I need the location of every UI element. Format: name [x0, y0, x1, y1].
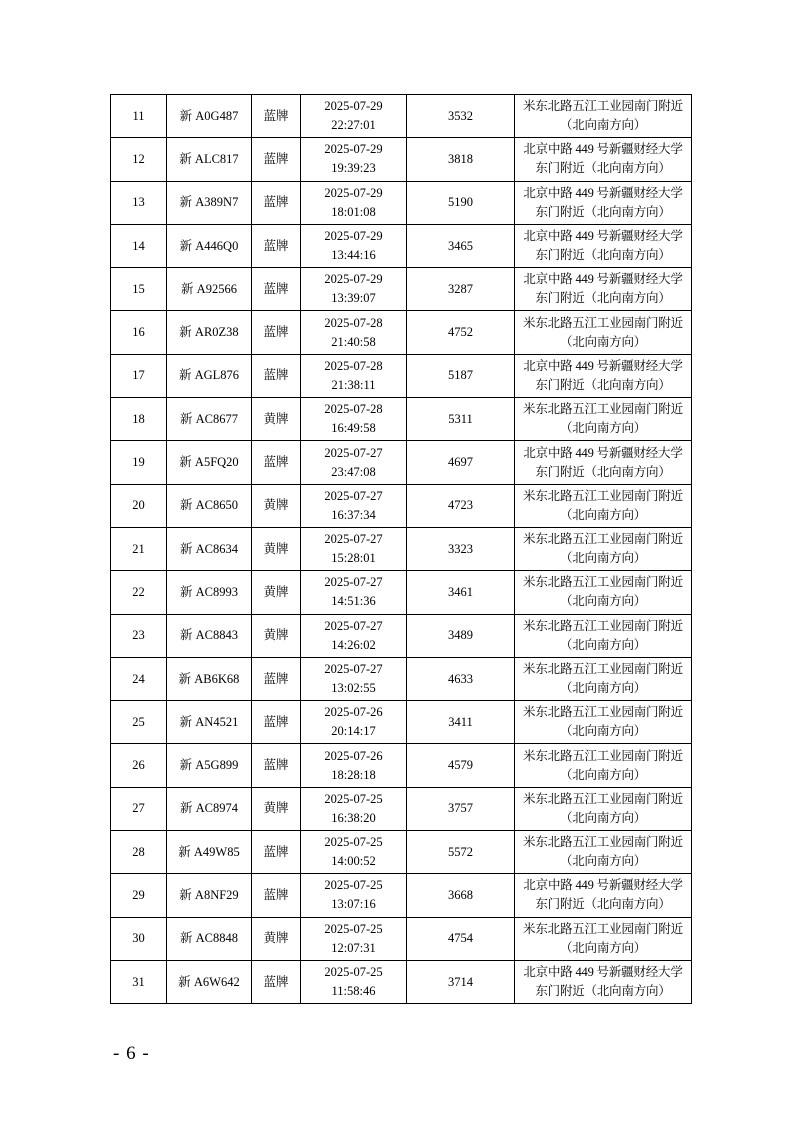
row-number-cell: 16 — [111, 311, 167, 354]
location-cell — [515, 744, 692, 787]
capture-time-cell — [301, 95, 407, 138]
capture-clock: 18:28:18 — [331, 767, 376, 782]
plate-number-cell: 新 A49W85 — [167, 831, 252, 874]
capture-time-cell — [301, 484, 407, 527]
plate-number-cell: 新 AC8848 — [167, 917, 252, 960]
capture-time-cell — [301, 614, 407, 657]
location-cell — [515, 614, 692, 657]
row-number-cell: 18 — [111, 398, 167, 441]
table-row — [111, 484, 692, 527]
value-cell: 4697 — [407, 441, 515, 484]
location-line-2: 东门附近（北向南方向） — [535, 464, 671, 479]
plate-number-cell: 新 AGL876 — [167, 354, 252, 397]
capture-date: 2025-07-25 — [324, 921, 383, 936]
table-row — [111, 571, 692, 614]
location-line-1: 米东北路五江工业园南门附近 — [523, 99, 683, 114]
capture-clock: 21:38:11 — [331, 377, 376, 392]
capture-time-cell — [301, 181, 407, 224]
location-cell — [515, 701, 692, 744]
capture-clock: 16:49:58 — [331, 421, 376, 436]
location-cell — [515, 398, 692, 441]
location-cell — [515, 181, 692, 224]
table-row — [111, 311, 692, 354]
location-line-2: （北向南方向） — [559, 334, 647, 349]
row-number-cell: 25 — [111, 701, 167, 744]
capture-date: 2025-07-29 — [324, 185, 383, 200]
plate-number-cell: 新 AN4521 — [167, 701, 252, 744]
table-row — [111, 138, 692, 181]
value-cell: 5572 — [407, 831, 515, 874]
location-cell — [515, 874, 692, 917]
capture-clock: 18:01:08 — [331, 204, 376, 219]
capture-time-cell — [301, 527, 407, 570]
row-number-cell: 31 — [111, 960, 167, 1003]
table-row — [111, 874, 692, 917]
row-number-cell: 30 — [111, 917, 167, 960]
capture-time-cell — [301, 441, 407, 484]
row-number-cell: 15 — [111, 268, 167, 311]
table-row — [111, 744, 692, 787]
plate-color-cell: 蓝牌 — [252, 95, 301, 138]
capture-date: 2025-07-26 — [324, 748, 383, 763]
value-cell: 4723 — [407, 484, 515, 527]
capture-time-cell — [301, 571, 407, 614]
row-number-cell: 11 — [111, 95, 167, 138]
capture-clock: 13:39:07 — [331, 291, 376, 306]
location-line-2: 东门附近（北向南方向） — [535, 984, 671, 999]
row-number-cell: 22 — [111, 571, 167, 614]
value-cell: 5190 — [407, 181, 515, 224]
capture-date: 2025-07-25 — [324, 965, 383, 980]
plate-color-cell: 蓝牌 — [252, 138, 301, 181]
location-cell — [515, 224, 692, 267]
capture-clock: 14:26:02 — [331, 637, 376, 652]
capture-clock: 16:38:20 — [331, 810, 376, 825]
plate-color-cell: 黄牌 — [252, 484, 301, 527]
records-table — [110, 94, 692, 1004]
location-line-1: 北京中路 449 号新疆财经大学 — [523, 358, 683, 373]
capture-date: 2025-07-27 — [324, 532, 383, 547]
capture-clock: 19:39:23 — [331, 161, 376, 176]
table-row — [111, 268, 692, 311]
row-number-cell: 26 — [111, 744, 167, 787]
location-cell — [515, 571, 692, 614]
capture-time-cell — [301, 138, 407, 181]
capture-time-cell — [301, 874, 407, 917]
location-cell — [515, 311, 692, 354]
plate-number-cell: 新 AC8843 — [167, 614, 252, 657]
capture-time-cell — [301, 268, 407, 311]
location-line-1: 北京中路 449 号新疆财经大学 — [523, 142, 683, 157]
plate-color-cell: 蓝牌 — [252, 874, 301, 917]
table-row — [111, 787, 692, 830]
plate-color-cell: 蓝牌 — [252, 831, 301, 874]
location-cell — [515, 831, 692, 874]
location-line-2: （北向南方向） — [559, 724, 647, 739]
location-line-2: 东门附近（北向南方向） — [535, 204, 671, 219]
capture-time-cell — [301, 657, 407, 700]
capture-time-cell — [301, 787, 407, 830]
capture-date: 2025-07-27 — [324, 662, 383, 676]
location-line-2: （北向南方向） — [559, 681, 647, 695]
row-number-cell: 17 — [111, 354, 167, 397]
location-cell — [515, 484, 692, 527]
location-line-1: 米东北路五江工业园南门附近 — [523, 791, 683, 806]
plate-color-cell: 黄牌 — [252, 571, 301, 614]
plate-color-cell: 蓝牌 — [252, 181, 301, 224]
row-number-cell: 24 — [111, 657, 167, 700]
capture-date: 2025-07-27 — [324, 575, 383, 590]
value-cell: 3323 — [407, 527, 515, 570]
row-number-cell: 13 — [111, 181, 167, 224]
table-row — [111, 527, 692, 570]
table-row — [111, 95, 692, 138]
plate-color-cell: 蓝牌 — [252, 657, 301, 700]
value-cell: 3461 — [407, 571, 515, 614]
capture-clock: 13:02:55 — [331, 681, 376, 695]
capture-date: 2025-07-28 — [324, 358, 383, 373]
row-number-cell: 27 — [111, 787, 167, 830]
value-cell: 3532 — [407, 95, 515, 138]
capture-date: 2025-07-29 — [324, 229, 383, 244]
table-row — [111, 701, 692, 744]
location-line-2: （北向南方向） — [559, 118, 647, 133]
row-number-cell: 19 — [111, 441, 167, 484]
value-cell: 3818 — [407, 138, 515, 181]
capture-clock: 12:07:31 — [331, 940, 376, 955]
plate-number-cell: 新 A6W642 — [167, 960, 252, 1003]
value-cell: 4752 — [407, 311, 515, 354]
capture-time-cell — [301, 744, 407, 787]
capture-time-cell — [301, 701, 407, 744]
row-number-cell: 20 — [111, 484, 167, 527]
capture-clock: 16:37:34 — [331, 507, 376, 522]
capture-date: 2025-07-29 — [324, 272, 383, 287]
capture-clock: 23:47:08 — [331, 464, 376, 479]
capture-date: 2025-07-26 — [324, 705, 383, 720]
plate-number-cell: 新 A5FQ20 — [167, 441, 252, 484]
location-line-2: 东门附近（北向南方向） — [535, 248, 671, 263]
value-cell: 4754 — [407, 917, 515, 960]
location-line-1: 米东北路五江工业园南门附近 — [523, 835, 683, 850]
records-table-body — [111, 95, 692, 1004]
location-cell — [515, 95, 692, 138]
capture-date: 2025-07-29 — [324, 142, 383, 157]
row-number-cell: 29 — [111, 874, 167, 917]
location-line-1: 北京中路 449 号新疆财经大学 — [523, 965, 683, 980]
location-line-1: 北京中路 449 号新疆财经大学 — [523, 185, 683, 200]
capture-clock: 14:51:36 — [331, 594, 376, 609]
location-cell — [515, 441, 692, 484]
table-row — [111, 917, 692, 960]
location-line-2: 东门附近（北向南方向） — [535, 377, 671, 392]
row-number-cell: 28 — [111, 831, 167, 874]
plate-color-cell: 蓝牌 — [252, 311, 301, 354]
plate-color-cell: 蓝牌 — [252, 354, 301, 397]
plate-color-cell: 黄牌 — [252, 527, 301, 570]
plate-color-cell: 蓝牌 — [252, 224, 301, 267]
location-line-1: 北京中路 449 号新疆财经大学 — [523, 878, 683, 893]
plate-number-cell: 新 A446Q0 — [167, 224, 252, 267]
table-row — [111, 441, 692, 484]
location-line-2: （北向南方向） — [559, 551, 647, 566]
location-cell — [515, 138, 692, 181]
row-number-cell: 14 — [111, 224, 167, 267]
plate-number-cell: 新 A389N7 — [167, 181, 252, 224]
plate-color-cell: 蓝牌 — [252, 744, 301, 787]
location-line-2: （北向南方向） — [559, 767, 647, 782]
location-line-1: 米东北路五江工业园南门附近 — [523, 488, 683, 503]
location-line-1: 米东北路五江工业园南门附近 — [523, 618, 683, 633]
capture-date: 2025-07-29 — [324, 99, 383, 114]
capture-date: 2025-07-25 — [324, 791, 383, 806]
table-row — [111, 831, 692, 874]
location-cell — [515, 960, 692, 1003]
table-row — [111, 657, 692, 700]
location-line-2: （北向南方向） — [559, 940, 647, 955]
location-line-2: （北向南方向） — [559, 507, 647, 522]
location-line-2: 东门附近（北向南方向） — [535, 161, 671, 176]
plate-color-cell: 蓝牌 — [252, 960, 301, 1003]
capture-clock: 21:40:58 — [331, 334, 376, 349]
value-cell: 4633 — [407, 657, 515, 700]
location-cell — [515, 268, 692, 311]
table-row — [111, 181, 692, 224]
location-line-1: 米东北路五江工业园南门附近 — [523, 705, 683, 720]
table-row — [111, 960, 692, 1003]
value-cell: 5311 — [407, 398, 515, 441]
capture-clock: 11:58:46 — [331, 984, 376, 999]
capture-time-cell — [301, 354, 407, 397]
capture-clock: 22:27:01 — [331, 118, 376, 133]
plate-number-cell: 新 AC8993 — [167, 571, 252, 614]
plate-color-cell: 蓝牌 — [252, 701, 301, 744]
capture-clock: 15:28:01 — [331, 551, 376, 566]
capture-clock: 20:14:17 — [331, 724, 376, 739]
capture-time-cell — [301, 831, 407, 874]
page-number: - 6 - — [113, 1043, 150, 1064]
location-line-1: 北京中路 449 号新疆财经大学 — [523, 229, 683, 244]
location-cell — [515, 354, 692, 397]
location-line-2: 东门附近（北向南方向） — [535, 897, 671, 912]
capture-time-cell — [301, 917, 407, 960]
plate-number-cell: 新 A0G487 — [167, 95, 252, 138]
value-cell: 3465 — [407, 224, 515, 267]
capture-date: 2025-07-27 — [324, 445, 383, 460]
location-line-1: 米东北路五江工业园南门附近 — [523, 315, 683, 330]
plate-number-cell: 新 A8NF29 — [167, 874, 252, 917]
plate-color-cell: 黄牌 — [252, 614, 301, 657]
row-number-cell: 23 — [111, 614, 167, 657]
plate-number-cell: 新 AB6K68 — [167, 657, 252, 700]
capture-date: 2025-07-25 — [324, 878, 383, 893]
plate-color-cell: 黄牌 — [252, 917, 301, 960]
value-cell: 4579 — [407, 744, 515, 787]
location-cell — [515, 787, 692, 830]
location-line-1: 米东北路五江工业园南门附近 — [523, 575, 683, 590]
table-row — [111, 354, 692, 397]
value-cell: 3411 — [407, 701, 515, 744]
capture-date: 2025-07-28 — [324, 315, 383, 330]
capture-date: 2025-07-27 — [324, 488, 383, 503]
table-row — [111, 614, 692, 657]
location-line-2: （北向南方向） — [559, 854, 647, 869]
capture-time-cell — [301, 224, 407, 267]
plate-number-cell: 新 A92566 — [167, 268, 252, 311]
capture-clock: 13:07:16 — [331, 897, 376, 912]
table-row — [111, 398, 692, 441]
location-line-1: 米东北路五江工业园南门附近 — [523, 748, 683, 763]
plate-number-cell: 新 AR0Z38 — [167, 311, 252, 354]
location-line-1: 北京中路 449 号新疆财经大学 — [523, 272, 683, 287]
plate-number-cell: 新 AC8650 — [167, 484, 252, 527]
capture-time-cell — [301, 398, 407, 441]
value-cell: 3714 — [407, 960, 515, 1003]
location-line-2: （北向南方向） — [559, 637, 647, 652]
location-cell — [515, 527, 692, 570]
capture-time-cell — [301, 960, 407, 1003]
value-cell: 3287 — [407, 268, 515, 311]
location-line-2: 东门附近（北向南方向） — [535, 291, 671, 306]
plate-color-cell: 黄牌 — [252, 398, 301, 441]
capture-date: 2025-07-27 — [324, 618, 383, 633]
capture-clock: 13:44:16 — [331, 248, 376, 263]
value-cell: 3668 — [407, 874, 515, 917]
plate-color-cell: 蓝牌 — [252, 441, 301, 484]
capture-clock: 14:00:52 — [331, 854, 376, 869]
plate-number-cell: 新 A5G899 — [167, 744, 252, 787]
plate-number-cell: 新 AC8677 — [167, 398, 252, 441]
capture-date: 2025-07-25 — [324, 835, 383, 850]
value-cell: 3489 — [407, 614, 515, 657]
location-line-2: （北向南方向） — [559, 810, 647, 825]
location-line-2: （北向南方向） — [559, 421, 647, 436]
table-row — [111, 224, 692, 267]
location-line-1: 米东北路五江工业园南门附近 — [523, 402, 683, 417]
location-line-2: （北向南方向） — [559, 594, 647, 609]
capture-time-cell — [301, 311, 407, 354]
plate-number-cell: 新 ALC817 — [167, 138, 252, 181]
location-cell — [515, 657, 692, 700]
plate-color-cell: 黄牌 — [252, 787, 301, 830]
location-line-1: 米东北路五江工业园南门附近 — [523, 532, 683, 547]
location-cell — [515, 917, 692, 960]
capture-date: 2025-07-28 — [324, 402, 383, 417]
value-cell: 3757 — [407, 787, 515, 830]
row-number-cell: 12 — [111, 138, 167, 181]
location-line-1: 米东北路五江工业园南门附近 — [523, 662, 683, 676]
location-line-1: 米东北路五江工业园南门附近 — [523, 921, 683, 936]
plate-number-cell: 新 AC8974 — [167, 787, 252, 830]
plate-number-cell: 新 AC8634 — [167, 527, 252, 570]
plate-color-cell: 蓝牌 — [252, 268, 301, 311]
row-number-cell: 21 — [111, 527, 167, 570]
location-line-1: 北京中路 449 号新疆财经大学 — [523, 445, 683, 460]
value-cell: 5187 — [407, 354, 515, 397]
